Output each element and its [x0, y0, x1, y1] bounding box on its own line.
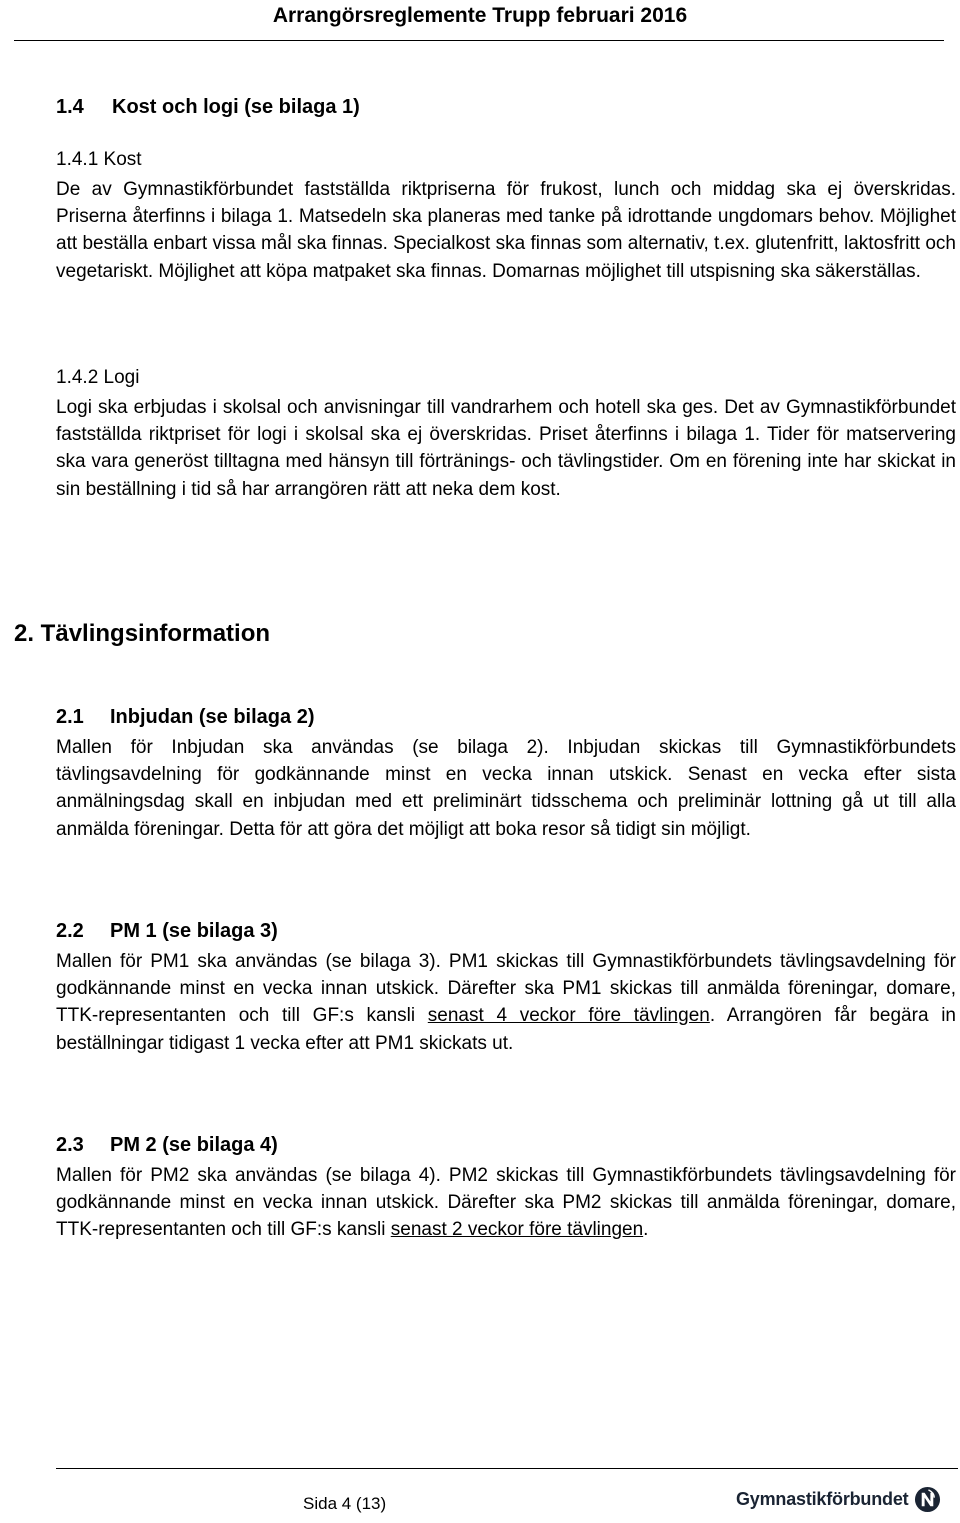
section-1-4-heading [56, 96, 360, 119]
section-2-1-heading [56, 706, 314, 729]
paragraph-text: Mallen för PM1 ska användas (se bilaga 3). PM1 skickas till Gymnastikförbundets tävlingsavdelning för godkännande minst en vecka innan utskick. Därefter ska PM1 skickas till anmälda föreningar, domare, TTK-representanten och till GF:s kansli [56, 951, 956, 1027]
gymnastikforbundet-logo-icon [914, 1486, 941, 1513]
section-number: 2.2 [56, 920, 84, 942]
header-divider [14, 40, 944, 41]
section-number: 1.4 [56, 96, 84, 118]
section-2-2-heading [56, 920, 278, 943]
page-number: Sida 4 (13) [303, 1494, 387, 1513]
section-2-3-paragraph [56, 1162, 956, 1244]
section-title: Kost och logi (se bilaga 1) [112, 96, 360, 118]
paragraph-text: . Arrangören får begära in beställningar tidigast 1 vecka efter att PM1 skickats ut. [56, 1005, 956, 1054]
document-header-title: Arrangörsreglemente Trupp februari 2016 [272, 4, 688, 27]
paragraph-text: Mallen för PM2 ska användas (se bilaga 4). PM2 skickas till Gymnastikförbundets tävlingsavdelning för godkännande minst en vecka innan utskick. Därefter ska PM2 skickas till anmälda föreningar, domare, TTK-representanten och till GF:s kansli [56, 1165, 956, 1241]
section-number: 2.3 [56, 1134, 84, 1156]
section-title: Inbjudan (se bilaga 2) [110, 706, 315, 728]
paragraph-text: . [643, 1219, 649, 1241]
logi-paragraph: Logi ska erbjudas i skolsal och anvisningar till vandrarhem och hotell ska ges. Det av Gymnastikförbundet fastställda riktpriset för logi i skolsal ska ej överskridas. Priset återfinns i bilaga 1. Tider för matservering ska vara generöst tilltagna med hänsyn till förtränings- och tävlingstider. Om en förening inte har skickat in sin beställning i tid så har arrangören rätt att neka dem kost. [56, 397, 956, 500]
logo-text: Gymnastikförbundet [736, 1489, 909, 1509]
kost-paragraph: De av Gymnastikförbundet fastställda riktpriserna för frukost, lunch och middag ska ej överskridas. Priserna återfinns i bilaga 1. Matsedeln ska planeras med tanke på idrottande ungdomars behov. Möjlighet att beställa enbart vissa mål ska finnas. Specialkost ska finnas som alternativ, t.ex. glutenfritt, laktosfritt och vegetariskt. Möjlighet att köpa matpaket ska finnas. Domarnas möjlighet till utspisning ska säkerställas. [56, 179, 956, 282]
deadline-emphasis: senast 2 veckor före tävlingen [390, 1219, 644, 1241]
footer-divider [56, 1468, 958, 1469]
section-2-1-paragraph: Mallen för Inbjudan ska användas (se bilaga 2). Inbjudan skickas till Gymnastikförbundets tävlingsavdelning för godkännande minst en vecka innan utskick. Senast en vecka efter sista anmälningsdag skall en inbjudan med ett preliminärt tidsschema och preliminär lottning gå ut till alla anmälda föreningar. Detta för att göra det möjligt att boka resor så tidigt sin möjligt. [56, 737, 956, 840]
subsection-kost-heading: 1.4.1 Kost [56, 149, 142, 170]
section-title: PM 2 (se bilaga 4) [110, 1134, 278, 1156]
subsection-logi-heading: 1.4.2 Logi [56, 367, 140, 388]
chapter-2-title: 2. Tävlingsinformation [14, 620, 271, 647]
deadline-emphasis: senast 4 veckor före tävlingen [427, 1005, 710, 1027]
footer-logo [736, 1486, 941, 1513]
section-2-3-heading [56, 1134, 278, 1157]
section-number: 2.1 [56, 706, 84, 728]
section-2-2-paragraph [56, 948, 956, 1057]
section-title: PM 1 (se bilaga 3) [110, 920, 278, 942]
